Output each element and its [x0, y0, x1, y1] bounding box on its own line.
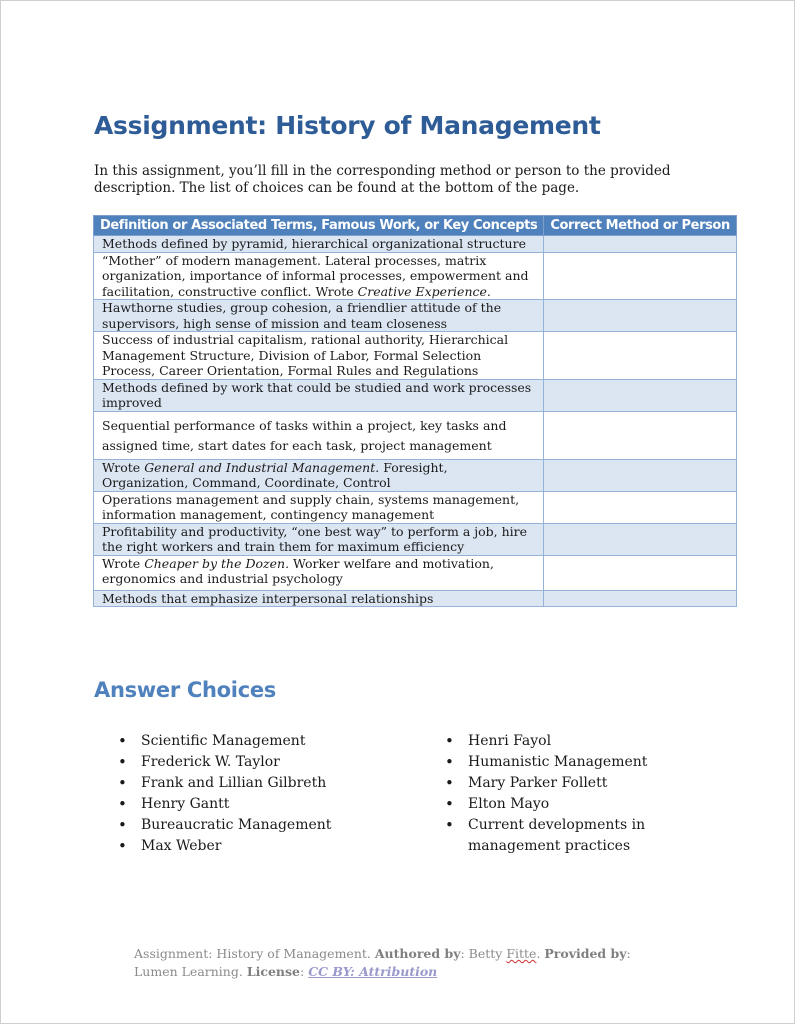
answer-cell[interactable]	[544, 236, 737, 253]
table-header-row	[94, 216, 737, 236]
answer-cell[interactable]	[544, 491, 737, 523]
list-item: • Elton Mayo	[445, 794, 675, 815]
answer-cell[interactable]	[544, 555, 737, 590]
answer-cell[interactable]	[544, 411, 737, 459]
table-row	[94, 491, 737, 523]
table-row	[94, 236, 737, 253]
page-title: Assignment: History of Management	[94, 111, 601, 140]
list-item: • Bureaucratic Management	[118, 815, 378, 836]
table-row	[94, 300, 737, 332]
table-row	[94, 379, 737, 411]
attribution-footer: Assignment: History of Management. Authored by: Betty Fitte. Provided by: Lumen Learning. License: CC BY: Attribution	[134, 946, 631, 979]
definition-cell: Wrote General and Industrial Management. Foresight, Organization, Command, Coordinate, Control	[94, 459, 544, 491]
intro-paragraph: In this assignment, you’ll fill in the corresponding method or person to the provided description. The list of choices can be found at the bottom of the page.	[94, 163, 671, 196]
choices-list-left	[118, 731, 378, 857]
list-item: • Scientific Management	[118, 731, 378, 752]
definition-cell: “Mother” of modern management. Lateral processes, matrix organization, importance of informal processes, empowerment and facilitation, constructive conflict. Wrote Creative Experience.	[94, 252, 544, 300]
list-item: • Max Weber	[118, 836, 378, 857]
answer-cell[interactable]	[544, 332, 737, 380]
table-row	[94, 332, 737, 380]
definition-cell: Sequential performance of tasks within a project, key tasks and assigned time, start dates for each task, project management	[94, 411, 544, 459]
definition-cell: Operations management and supply chain, systems management, information management, contingency management	[94, 491, 544, 523]
answer-cell[interactable]	[544, 523, 737, 555]
table-row	[94, 252, 737, 300]
answer-cell[interactable]	[544, 300, 737, 332]
list-item: • Frederick W. Taylor	[118, 752, 378, 773]
list-item: • Current developments in management practices	[445, 815, 675, 857]
answer-cell[interactable]	[544, 590, 737, 607]
list-item: • Mary Parker Follett	[445, 773, 675, 794]
assignment-table	[93, 215, 737, 607]
table-row	[94, 555, 737, 590]
license-link[interactable]: CC BY: Attribution	[308, 964, 438, 979]
answer-cell[interactable]	[544, 252, 737, 300]
table-row	[94, 411, 737, 459]
table-row	[94, 590, 737, 607]
list-item: • Henry Gantt	[118, 794, 378, 815]
list-item: • Henri Fayol	[445, 731, 675, 752]
definition-cell: Methods defined by work that could be studied and work processes improved	[94, 379, 544, 411]
definition-cell: Methods that emphasize interpersonal relationships	[94, 590, 544, 607]
list-item: • Humanistic Management	[445, 752, 675, 773]
definition-cell: Success of industrial capitalism, rational authority, Hierarchical Management Structure, Division of Labor, Formal Selection Process, Career Orientation, Formal Rules and Regulations	[94, 332, 544, 380]
header-answer: Correct Method or Person	[544, 216, 737, 236]
definition-cell: Wrote Cheaper by the Dozen. Worker welfare and motivation, ergonomics and industrial psychology	[94, 555, 544, 590]
choices-list-right	[445, 731, 675, 857]
header-definition: Definition or Associated Terms, Famous Work, or Key Concepts	[94, 216, 544, 236]
answer-choices-heading: Answer Choices	[94, 678, 276, 702]
list-item: • Frank and Lillian Gilbreth	[118, 773, 378, 794]
table-row	[94, 523, 737, 555]
answer-cell[interactable]	[544, 379, 737, 411]
definition-cell: Methods defined by pyramid, hierarchical organizational structure	[94, 236, 544, 253]
table-row	[94, 459, 737, 491]
definition-cell: Hawthorne studies, group cohesion, a friendlier attitude of the supervisors, high sense of mission and team closeness	[94, 300, 544, 332]
answer-cell[interactable]	[544, 459, 737, 491]
definition-cell: Profitability and productivity, “one best way” to perform a job, hire the right workers and train them for maximum efficiency	[94, 523, 544, 555]
